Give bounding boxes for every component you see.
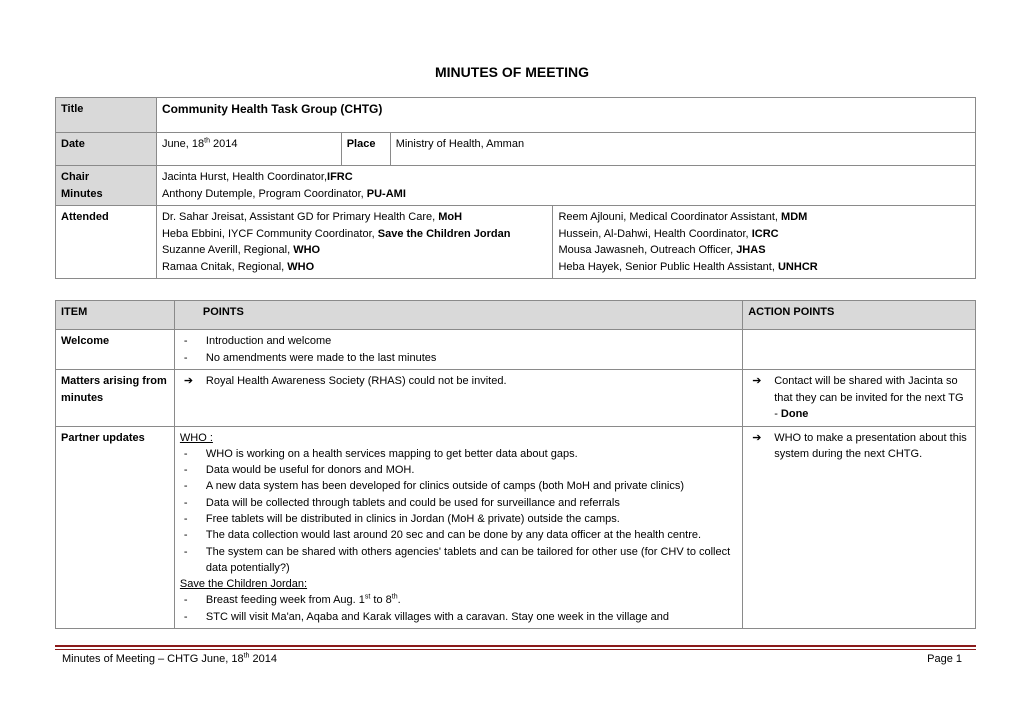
header-action-points: ACTION POINTS (743, 301, 976, 330)
minutes-line: Anthony Dutemple, Program Coordinator, PU-AMI (161, 187, 406, 200)
list-item: - Introduction and welcome (183, 335, 332, 347)
chair-minutes-value (156, 166, 975, 206)
chair-minutes-label: Chair Minutes (56, 166, 157, 206)
list-item: - Data would be useful for donors and MOH. (183, 464, 415, 477)
chair-line: Jacinta Hurst, Health Coordinator,IFRC (161, 171, 353, 183)
list-item: ➔ Royal Health Awareness Society (RHAS) could not be invited. (180, 373, 737, 390)
list-item: - A new data system has been developed for clinics outside of camps (both MoH and private clinics) (183, 480, 685, 493)
header-points: POINTS (174, 301, 742, 330)
list-item: - Free tablets will be distributed in clinics in Jordan (MoH & private) outside the camps. (183, 512, 620, 525)
place-value: Ministry of Health, Amman (390, 133, 975, 166)
list-item: - WHO is working on a health services mapping to get better data about gaps. (183, 447, 578, 460)
list-item: - STC will visit Ma'an, Aqaba and Karak villages with a caravan. Stay one week in the village and (183, 610, 670, 623)
document-title: MINUTES OF MEETING (435, 64, 589, 80)
attendee: Reem Ajlouni, Medical Coordinator Assistant, MDM (558, 211, 808, 223)
list-item: - The system can be shared with others agencies' tablets and can be tailored for other use (for CHV to collect data potentially?) (183, 545, 731, 574)
footer-divider-thin (55, 649, 976, 650)
date-value: June, 18th 2014 (156, 133, 341, 166)
action-matters (743, 370, 976, 427)
points-partners (174, 426, 742, 629)
item-welcome: Welcome (56, 330, 175, 370)
attendee: Ramaa Cnitak, Regional, WHO (161, 260, 315, 273)
attended-label: Attended (56, 206, 157, 279)
points-welcome (174, 330, 742, 370)
meeting-info-table (55, 97, 976, 279)
header-item: ITEM (56, 301, 175, 330)
attended-right (553, 206, 976, 279)
arrow-right-icon: ➔ (752, 431, 762, 444)
footer-left: Minutes of Meeting – CHTG June, 18th 2014 (62, 652, 277, 665)
list-item: - The data collection would last around 20 sec and can be done by any data officer at the health centre. (183, 529, 702, 542)
who-heading: WHO : (179, 431, 213, 444)
list-item: ➔ WHO to make a presentation about this system during the next CHTG. (748, 430, 970, 463)
page-footer (62, 653, 962, 665)
list-item: ➔ Contact will be shared with Jacinta so that they can be invited for the next TG - Done (748, 373, 970, 423)
action-partners (743, 426, 976, 629)
attended-left (156, 206, 553, 279)
date-label: Date (56, 133, 157, 166)
attendee: Heba Ebbini, IYCF Community Coordinator, Save the Children Jordan (161, 227, 511, 240)
attendee: Heba Hayek, Senior Public Health Assistant, UNHCR (558, 260, 818, 273)
list-item: - Breast feeding week from Aug. 1st to 8th. (183, 593, 401, 607)
list-item: - No amendments were made to the last minutes (183, 351, 437, 364)
attendee: Suzanne Averill, Regional, WHO (161, 244, 321, 256)
list-item: - Data will be collected through tablets and could be used for surveillance and referrals (183, 496, 620, 509)
arrow-right-icon: ➔ (752, 375, 762, 387)
points-matters (174, 370, 742, 427)
title-value: Community Health Task Group (CHTG) (156, 98, 975, 133)
attendee: Dr. Sahar Jreisat, Assistant GD for Primary Health Care, MoH (161, 211, 463, 223)
attendee: Hussein, Al-Dahwi, Health Coordinator, ICRC (558, 227, 779, 240)
item-matters-arising: Matters arising from minutes (56, 370, 175, 427)
action-welcome (743, 330, 976, 370)
page-number: Page 1 (927, 653, 962, 665)
stc-heading: Save the Children Jordan: (179, 578, 308, 591)
agenda-table (55, 300, 976, 629)
attendee: Mousa Jawasneh, Outreach Officer, JHAS (558, 244, 766, 256)
arrow-right-icon: ➔ (183, 375, 194, 387)
title-label: Title (56, 98, 157, 133)
item-partner-updates: Partner updates (56, 426, 175, 629)
footer-divider (55, 645, 976, 647)
place-label: Place (341, 133, 390, 166)
